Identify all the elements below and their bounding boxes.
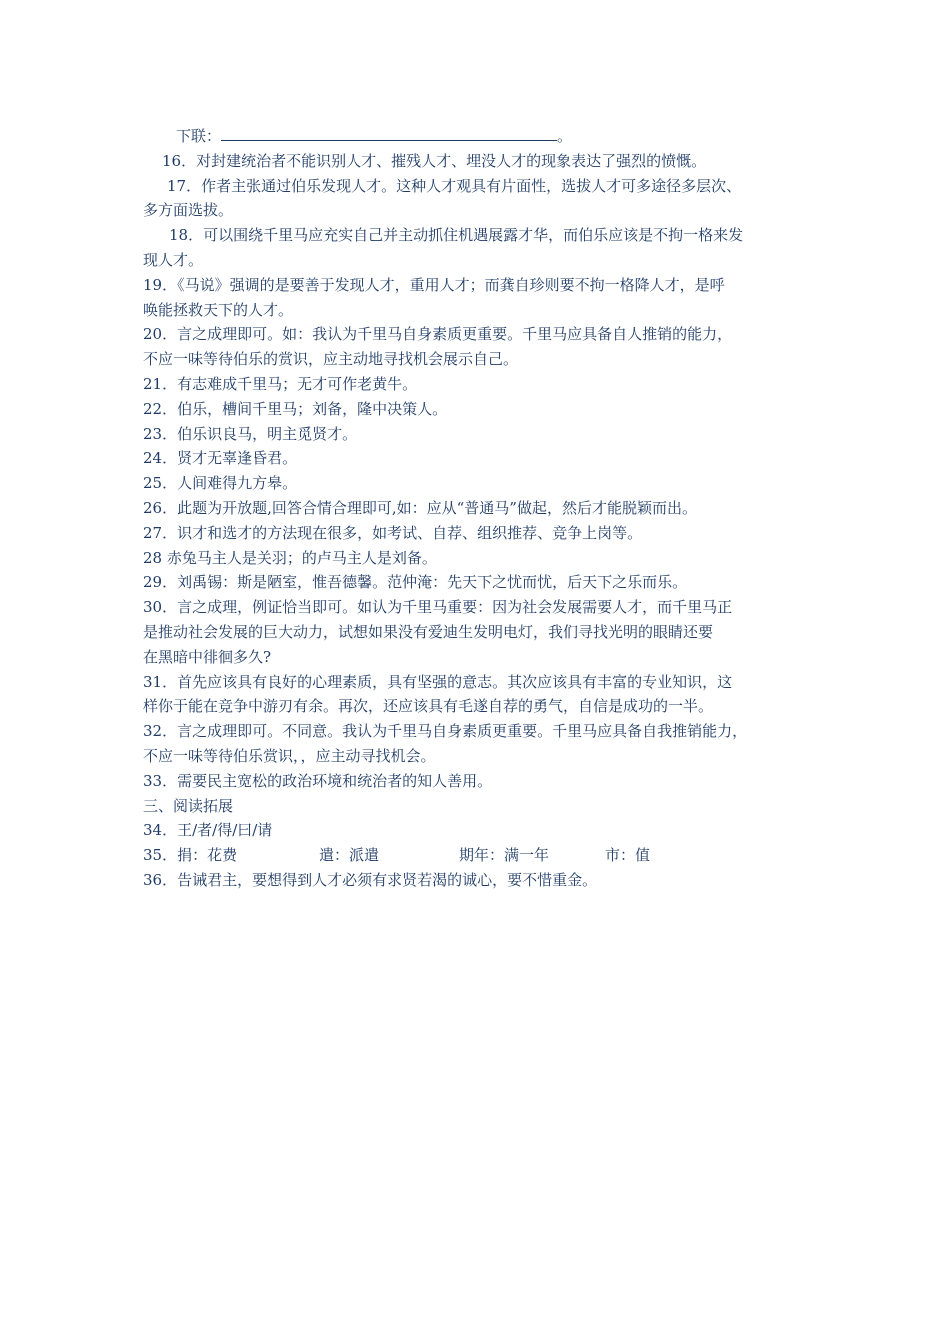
answer-line-17-cont: 多方面选拔。 — [143, 201, 234, 220]
answer-line-25: 25．人间难得九方皋。 — [143, 474, 298, 493]
couplet-suffix: 。 — [557, 127, 573, 145]
answer-line-34: 34．王/者/得/曰/请 — [143, 821, 273, 840]
answer-line-30: 30．言之成理，例证恰当即可。如认为千里马重要：因为社会发展需要人才，而千里马正 — [143, 598, 733, 617]
answer-line-30-cont: 是推动社会发展的巨大动力，试想如果没有爱迪生发明电灯，我们寻找光明的眼睛还要 — [143, 622, 714, 641]
answer-line-30-cont2: 在黑暗中徘徊多久? — [143, 647, 272, 666]
answer-line-28: 28 赤兔马主人是关羽；的卢马主人是刘备。 — [143, 548, 437, 567]
definition-item: 期年：满一年 — [459, 846, 550, 865]
answer-line-26: 26．此题为开放题,回答合情合理即可,如：应从“普通马”做起，然后才能脱颖而出。 — [143, 498, 697, 517]
section-heading-reading: 三、阅读拓展 — [143, 796, 234, 815]
answer-line-24: 24．贤才无辜逢昏君。 — [143, 449, 298, 468]
answer-line-29: 29．刘禹锡：斯是陋室，惟吾德馨。范仲淹：先天下之忧而忧，后天下之乐而乐。 — [143, 573, 688, 592]
answer-line-31-cont: 样你于能在竞争中游刃有余。再次，还应该具有毛遂自荐的勇气，自信是成功的一半。 — [143, 697, 714, 716]
answer-line-21: 21．有志难成千里马；无才可作老黄牛。 — [143, 374, 418, 393]
answer-line-36: 36．告诫君主，要想得到人才必须有求贤若渴的诚心，要不惜重金。 — [143, 870, 598, 889]
blank-underline — [221, 126, 557, 141]
definition-item: 市：值 — [605, 846, 651, 865]
definition-item: 35．捐：花费 — [143, 846, 238, 865]
answer-line-23: 23．伯乐识良马，明主觅贤才。 — [143, 424, 358, 443]
answer-line-20-cont: 不应一味等待伯乐的赏识，应主动地寻找机会展示自己。 — [143, 350, 519, 369]
answer-line-27: 27．识才和选才的方法现在很多，如考试、自荐、组织推荐、竞争上岗等。 — [143, 523, 643, 542]
answer-line-19-cont: 唤能拯救天下的人才。 — [143, 300, 294, 319]
answer-line-couplet — [143, 124, 813, 149]
answer-line-19: 19．《马说》强调的是要善于发现人才，重用人才；而龚自珍则要不拘一格降人才，是呼 — [143, 275, 725, 294]
answer-line-31: 31．首先应该具有良好的心理素质，具有坚强的意志。其次应该具有丰富的专业知识，这 — [143, 672, 733, 691]
answer-line-32-cont: 不应一味等待伯乐赏识，，应主动寻找机会。 — [143, 746, 436, 765]
answer-line-35 — [143, 843, 813, 868]
answer-line-22: 22．伯乐，槽间千里马；刘备，隆中决策人。 — [143, 399, 448, 418]
definition-item: 遣：派遣 — [319, 846, 380, 865]
answer-line-32: 32．言之成理即可。不同意。我认为千里马自身素质更重要。千里马应具备自我推销能力， — [143, 722, 748, 741]
answer-line-33: 33．需要民主宽松的政治环境和统治者的知人善用。 — [143, 771, 493, 790]
answer-line-18-cont: 现人才。 — [143, 250, 204, 269]
document-body — [143, 124, 813, 893]
answer-line-18: 18．可以围绕千里马应充实自己并主动抓住机遇展露才华，而伯乐应该是不拘一格来发 — [169, 226, 744, 245]
answer-line-16: 16．对封建统治者不能识别人才、摧残人才、埋没人才的现象表达了强烈的愤慨。 — [162, 151, 707, 170]
answer-line-20: 20．言之成理即可。如：我认为千里马自身素质更重要。千里马应具备自人推销的能力， — [143, 325, 733, 344]
couplet-label: 下联： — [176, 127, 222, 145]
answer-line-17: 17．作者主张通过伯乐发现人才。这种人才观具有片面性，选拔人才可多途径多层次、 — [167, 176, 742, 195]
